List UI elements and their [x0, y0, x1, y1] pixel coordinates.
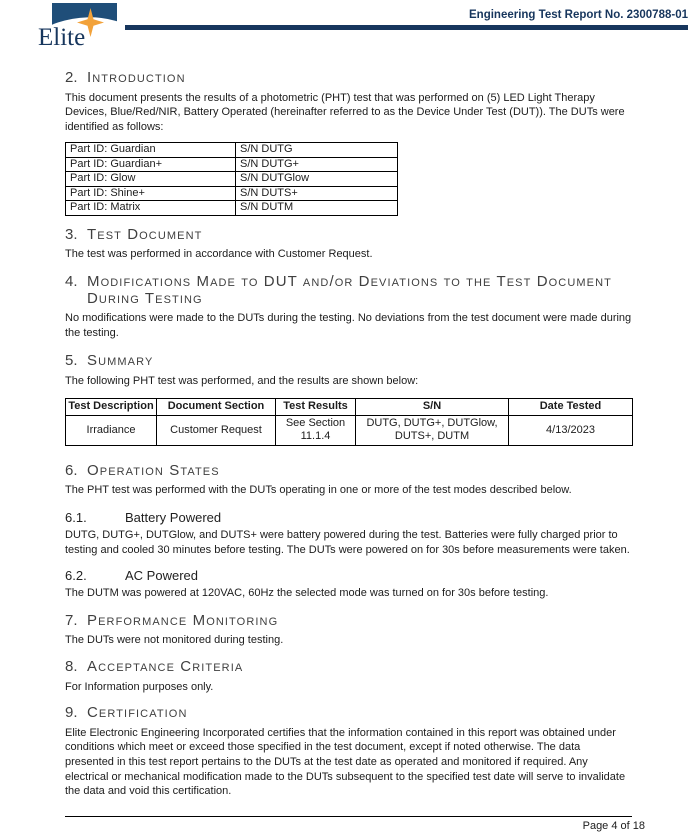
table-row — [66, 201, 398, 216]
col-header-date-tested: Date Tested — [509, 399, 633, 416]
part-id-cell: Part ID: Guardian — [66, 143, 236, 158]
section-number: 8. — [65, 658, 78, 675]
table-row — [66, 172, 398, 187]
section-title: Acceptance Criteria — [87, 658, 244, 675]
table-row — [66, 143, 398, 158]
summary-results-table — [65, 398, 633, 446]
report-title: Engineering Test Report No. 2300788-01 — [469, 9, 688, 21]
summary-text: The following PHT test was performed, and the results are shown below: — [65, 374, 419, 387]
serial-cell: S/N DUTG — [236, 143, 398, 158]
section-title: Operation States — [87, 461, 220, 479]
col-header-sn: S/N — [356, 399, 509, 416]
subsection-title: AC Powered — [125, 568, 198, 584]
part-id-cell: Part ID: Matrix — [66, 201, 236, 216]
heading-operation-states — [65, 463, 632, 480]
section-number: 7. — [65, 611, 78, 629]
section-title: Summary — [87, 352, 154, 370]
col-header-test-results: Test Results — [276, 399, 356, 416]
date-tested-cell: 4/13/2023 — [509, 415, 633, 445]
heading-summary — [65, 353, 632, 370]
elite-logo-text: Elite — [38, 24, 86, 51]
section-title: Test Document — [87, 225, 203, 243]
document-section-cell: Customer Request — [157, 415, 276, 445]
table-header-row — [66, 399, 633, 416]
sn-cell: DUTG, DUTG+, DUTGlow, DUTS+, DUTM — [356, 415, 509, 445]
subsection-number: 6.1. — [65, 510, 87, 525]
serial-cell: S/N DUTGlow — [236, 172, 398, 187]
heading-modifications — [65, 274, 632, 307]
heading-certification — [65, 705, 632, 722]
table-row — [66, 186, 398, 201]
modifications-text: No modifications were made to the DUTs during the testing. No deviations from the test document were made during the testing. — [65, 312, 632, 339]
heading-battery-powered — [65, 510, 632, 525]
heading-acceptance-criteria — [65, 659, 632, 676]
heading-test-document — [65, 227, 632, 244]
acceptance-criteria-text: For Information purposes only. — [65, 680, 214, 693]
page-footer — [65, 816, 645, 832]
heading-performance-monitoring — [65, 613, 632, 630]
performance-monitoring-text: The DUTs were not monitored during testing. — [65, 634, 284, 647]
section-title: Performance Monitoring — [87, 611, 279, 629]
part-id-cell: Part ID: Shine+ — [66, 186, 236, 201]
test-results-cell: See Section 11.1.4 — [276, 415, 356, 445]
battery-powered-text: DUTG, DUTG+, DUTGlow, and DUTS+ were battery powered during the test. Batteries were fully charged prior to testing and cooled 30 minutes before testing. The DUTs were powered on for 30s before measurements were taken. — [65, 529, 630, 556]
certification-text: Elite Electronic Engineering Incorporated certifies that the information contained in this report was obtained under conditions which meet or exceed those specified in the test document, except if noted otherwise. The data presented in this test report pertains to the DUTs at the test date as operated and monitored if required. Any electrical or mechanical modification made to the DUTs subsequent to the specified test date will serve to invalidate the data and void this certification. — [65, 726, 626, 798]
section-number: 5. — [65, 352, 78, 370]
table-row — [66, 415, 633, 445]
operation-states-text: The PHT test was performed with the DUTs operating in one or more of the test modes described below. — [65, 484, 572, 497]
section-number: 6. — [65, 461, 78, 479]
elite-logo — [38, 2, 128, 54]
part-id-cell: Part ID: Glow — [66, 172, 236, 187]
section-number: 9. — [65, 704, 78, 722]
subsection-number: 6.2. — [65, 568, 87, 584]
part-id-cell: Part ID: Guardian+ — [66, 157, 236, 172]
col-header-document-section: Document Section — [157, 399, 276, 416]
page-header — [0, 0, 693, 50]
introduction-text: This document presents the results of a photometric (PHT) test that was performed on (5) LED Light Therapy Devices, Blue/Red/NIR, Battery Operated (hereinafter referred to as the Device Under Test (DUT)). The DUTs were identified as follows: — [65, 91, 625, 133]
section-title: Introduction — [87, 69, 186, 86]
heading-introduction — [65, 70, 632, 87]
section-number: 3. — [65, 225, 78, 243]
test-document-text: The test was performed in accordance with Customer Request. — [65, 248, 373, 261]
page-number: Page 4 of 18 — [582, 820, 645, 832]
serial-cell: S/N DUTM — [236, 201, 398, 216]
ac-powered-text: The DUTM was powered at 120VAC, 60Hz the selected mode was turned on for 30s before testing. — [65, 587, 549, 600]
header-rule — [125, 25, 688, 30]
test-description-cell: Irradiance — [66, 415, 157, 445]
section-number: 2. — [65, 69, 78, 86]
table-row — [66, 157, 398, 172]
section-title: Modifications Made to DUT and/or Deviations to the Test Document During Testing — [87, 273, 612, 307]
section-number: 4. — [65, 273, 78, 290]
col-header-test-description: Test Description — [66, 399, 157, 416]
section-title: Certification — [87, 704, 188, 722]
report-body — [0, 70, 693, 799]
footer-rule — [65, 816, 632, 817]
dut-id-table — [65, 142, 398, 216]
serial-cell: S/N DUTS+ — [236, 186, 398, 201]
subsection-title: Battery Powered — [125, 510, 222, 525]
serial-cell: S/N DUTG+ — [236, 157, 398, 172]
heading-ac-powered — [65, 568, 632, 583]
